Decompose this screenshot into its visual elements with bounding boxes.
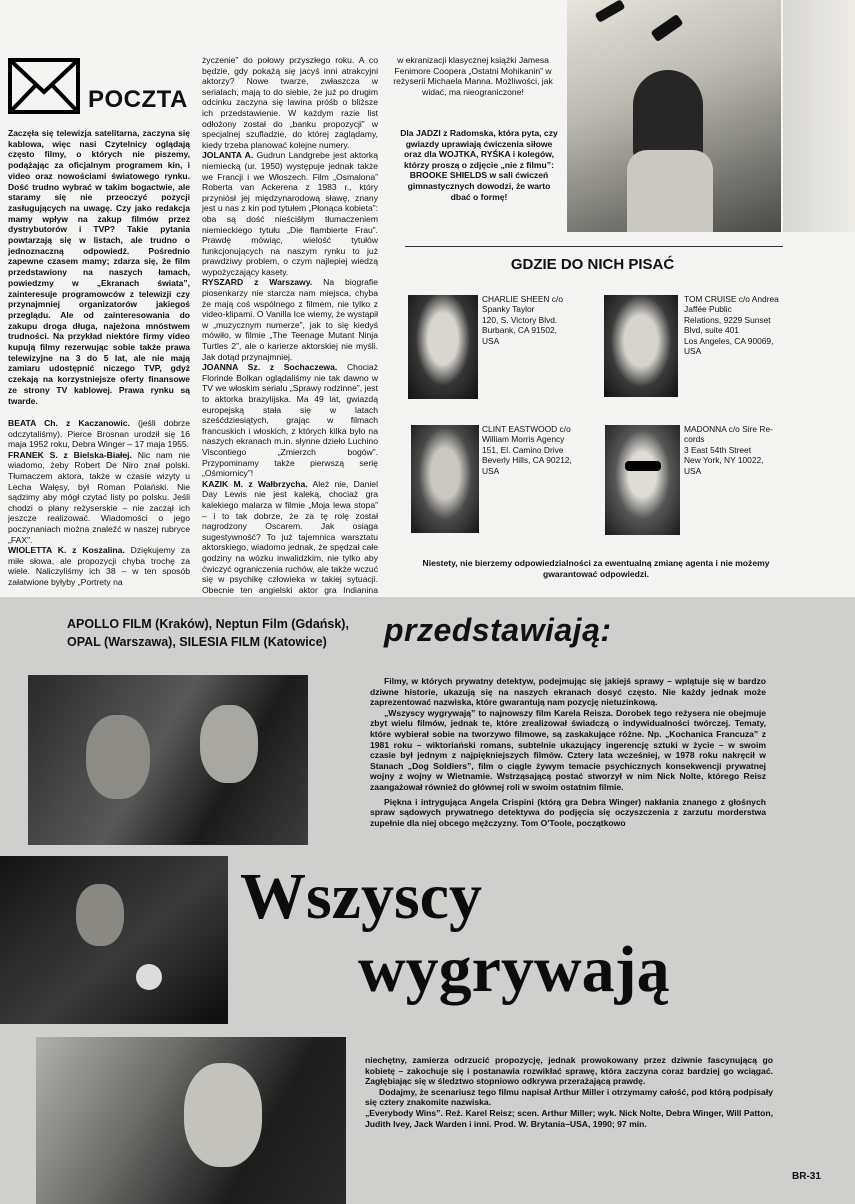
mail-logo: [8, 58, 190, 118]
letter-name: KAZIK M. z Wałbrzycha.: [202, 478, 308, 489]
contact-line: Blvd, suite 401: [684, 325, 739, 336]
letter: [8, 450, 190, 545]
face-shape: [76, 884, 124, 946]
contact-name: CHARLIE SHEEN c/o: [482, 294, 563, 304]
torso-silhouette: [627, 150, 713, 232]
contact-line: 151, El. Camino Drive: [482, 444, 564, 455]
contact-clint-eastwood: [482, 424, 596, 476]
contact-line: Los Angeles, CA 90069,: [684, 335, 774, 346]
col3-top-text: w ekranizacji klasycznej książki Jamesa Fenimore Coopera „Ostatni Mohikanin” w reżyserii Michaela Manna. Możliwości, jak widać, ma nieograniczone!: [393, 55, 553, 97]
dumbbell-left-icon: [595, 0, 626, 23]
studios-line-2: OPAL (Warszawa), SILESIA FILM (Katowice): [67, 635, 327, 649]
contact-line: 3 East 54th Street: [684, 444, 752, 455]
letter: [202, 362, 378, 479]
film-still-nolte: [0, 856, 228, 1024]
letter-name: FRANEK S. z Bielska-Białej.: [8, 449, 132, 460]
contact-line: William Morris Agency: [482, 434, 565, 445]
letter: [202, 277, 378, 362]
face-shape: [184, 1063, 262, 1167]
jadzi-caption: Dla JADZI z Radomska, która pyta, czy gwiazdy uprawiają ćwiczenia siłowe oraz dla WOJTKA, RYŚKA i kolegów, którzy proszą o zdjęcie „nie z filmu”: BROOKE SHIELDS w sali ćwiczeń gimnastycznych dowodzi, że warto dbać o formę!: [400, 128, 558, 202]
letter-text: Nic nam nie wiadomo, żeby Robert De Niro znał polski. Tłumaczem aktora, także w czasie wizyty u Lecha Wałęsy, był Roman Polański. Nie sądzimy aby mógł czytać listy po polsku. Jeśli chodzi o plany reżyserskie – nie zaczął ich jeszcze realizować. Wiadomości o jego poczynaniach można znaleźć w naszej rubryce „FAX”.: [8, 449, 190, 545]
letter-text: Chociaż Florinde Bolkan oglądaliśmy nie tak dawno w TV we włoskim serialu „Sprawy rodzinne”, jest to aktorka brazylijska. Ma 49 lat, gwiazdą europejską stała się w latach sześćdziesiątych, grając w filmach francuskich i włoskich, z których kilka było na naszych ekranach m.in. słynne dzieło Luchino Viscontiego „Zmierzch bogów”. Przypominamy także pierwszą serię „Ośmiornicy”!: [202, 362, 379, 479]
article-paragraph: Piękna i intrygująca Angela Crispini (którą gra Debra Winger) nakłania znanego z głośnych spraw sądowych prywatnego detektywa do podjęcia się oczyszczenia z zarzutu morderstwa zupełnie dla niej obcego mężczyzny. Tom O'Toole, początkowo: [370, 796, 766, 828]
contact-line: Spanky Taylor: [482, 304, 535, 315]
madonna-photo: [605, 425, 680, 535]
contact-name: CLINT EASTWOOD c/o: [482, 424, 571, 434]
person-silhouette: [633, 70, 703, 160]
article-paragraph: Dodajmy, że scenariusz tego filmu napisał Arthur Miller i otrzymamy całość, pod którą podpisały się cztery znakomite nazwiska.: [365, 1086, 773, 1108]
intro-text: Zaczęła się telewizja satelitarna, zaczyna się kablowa, więc nasi Czytelnicy oglądają często filmy, o których nie piszemy, podążając za oficjalnym programem kin, i video oraz nowościami światowego rynku. Dość trudno wybrać w takim bogactwie, ale staramy się nie przeoczyć pozycji zasługujących na uwagę. Czy jako redakcja mamy wpływ na zakup filmów przez dystrybutorów i TVP? Takie pytania powtarzają się w listach, ale trudno o jednoznaczną odpowiedź. Pośrednio zapewne czasem mamy; zdarza się, że film przedstawiony na naszych łamach, powiedzmy w „Ekranach świata”, zainteresuje programowców z telewizji czy przynajmniej organizatorów jakiegoś przeglądu. Ale od zainteresowania do zakupu droga długa, najeżona mnóstwem trudności. Na przykład niektóre firmy video kupują filmy rezerwując sobie także prawa telewizyjne na 3 do 5 lat, ale nie mają zamiaru udostępnić niczego TVP, gdyż czekają na korzystniejsze oferty finansowe ze strony TV kablowej. Prawa rynku są twarde.: [8, 128, 190, 406]
col2-start: życzenie” do połowy przyszłego roku. A co będzie, gdy pokażą się jacyś inni atrakcyjni aktorzy? Nowe twarze, zwłaszcza w serialach, mają to do siebie, że już po drugim odcinku zaczyna się lawina próśb o bliższe ich przedstawienie. W każdym razie list odłożony został do „banku propozycji” w specjalnej szufladzie, do której zaglądamy, kiedy trzeba planować kolejne numery.: [202, 55, 378, 150]
article-body-bottom: [365, 1055, 773, 1129]
page-number: BR-31: [792, 1171, 821, 1182]
studios-line-1: APOLLO FILM (Kraków), Neptun Film (Gdańsk),: [67, 617, 349, 631]
brooke-shields-photo: [567, 0, 781, 232]
contact-tom-cruise: [684, 294, 786, 356]
letters-col2: [202, 55, 378, 606]
contact-line: New York, NY 10022,: [684, 455, 764, 466]
letter-name: JOANNA Sz. z Sochaczewa.: [202, 362, 338, 373]
face-shape: [200, 705, 258, 783]
article-paragraph: „Wszyscy wygrywają” to najnowszy film Karela Reisza. Dorobek tego reżysera nie obejmuje zbyt wielu filmów, jednak te, które zrealizował świadczą o indywidualności twórczej. Tematy, które wybierał sobie na tworzywo filmowe, są zaskakujące różne. Np. „Kochanica Francuza” z 1981 roku – wiktoriański romans, subtelnie ukazujący ingerencję sztuki w życie – w swoim czasie był jednym z najpiękniejszych filmów. Cztery lata wcześniej, w 1978 roku nakręcił w Stanach „Dog Soldiers”, film o ciągle żywym temacie psychicznych konsekwencji prywatnej wojny z wojny w Wietnamie. Wstrząsającą postać stworzył w nim Nick Nolte, którego Reisz zaangażował również do głównej roli w swoim ostatnim filmie.: [370, 707, 766, 792]
letter-name: JOLANTA A.: [202, 150, 254, 161]
contact-line: USA: [684, 346, 702, 357]
face-shape: [86, 715, 150, 799]
letters-col1: [8, 418, 190, 588]
envelope-icon: [8, 58, 80, 114]
contact-line: Beverly Hills, CA 90212,: [482, 455, 572, 466]
contact-line: Burbank, CA 91502,: [482, 325, 557, 336]
contact-line: USA: [482, 335, 500, 346]
letter: [8, 545, 190, 587]
addresses-heading: GDZIE DO NICH PISAĆ: [510, 256, 675, 273]
presents-heading: przedstawiają:: [384, 612, 612, 648]
dumbbell-right-icon: [650, 14, 683, 42]
article-paragraph: niechętny, zamierza odrzucić propozycję, jednak prowokowany przez dziwnie fascynującą go kobietę – zakochuje się i postanawia rozwikłać sprawę, która zaczyna coraz bardziej go wciągać. Zagłębiając się w śledztwo stopniowo odkrywa przerażającą prawdę.: [365, 1055, 773, 1087]
letter-name: RYSZARD z Warszawy.: [202, 277, 313, 288]
charlie-sheen-photo: [408, 295, 478, 399]
contact-line: cords: [684, 434, 705, 445]
clint-eastwood-photo: [411, 425, 479, 533]
contact-line: Relations, 9229 Sunset: [684, 314, 771, 325]
contact-line: 120, S. Victory Blvd.: [482, 314, 558, 325]
letter-name: WIOLETTA K. z Koszalina.: [8, 545, 125, 556]
flashlight-icon: [136, 964, 162, 990]
contact-madonna: [684, 424, 786, 476]
contact-line: USA: [482, 465, 500, 476]
letter: [202, 150, 378, 277]
heading-rule: [405, 246, 783, 247]
letter-text: Dziękujemy za miłe słowa, ale propozycji chyba trochę za wiele. Naliczyliśmy ich 38 – w ten sposób załatwione byłyby „Portrety na: [8, 545, 190, 587]
letter-text: Na biografie piosenkarzy nie starcza nam miejsca, chyba że mają coś wspólnego z filmem, nie tylko z video-klipami. O Vanilla Ice wiemy, że wystąpił w „muzycznym numerze”, jak to się kiedyś mówiło, w filmie „The Teenage Mutant Ninja Turtles 2”, ale o karierze aktorskiej nie myśli. Jak dotąd przynajmniej.: [202, 277, 378, 362]
letter-name: BEATA Ch. z Kaczanowic.: [8, 418, 130, 428]
contact-name: MADONNA c/o Sire Re-: [684, 424, 773, 434]
letter: [202, 479, 378, 606]
tom-cruise-photo: [604, 295, 678, 397]
addresses-disclaimer: Niestety, nie bierzemy odpowiedzialności za ewentualną zmianę agenta i nie możemy gwarantować odpowiedzi.: [422, 558, 770, 579]
article-paragraph: Filmy, w których prywatny detektyw, podejmując się jakiejś sprawy – wplątuje się w bardzo dziwne historie, ukazują się na naszych ekranach dosyć często. Nie każdy jednak może zaprezentować nazwiska, które gwarantują nam pozycję nietuzinkową.: [370, 676, 766, 708]
letter-text: Ależ nie, Daniel Day Lewis nie jest kaleką, chociaż gra kalekiego malarza w filmie „Moja lewa stopa” – i to tak dobrze, że za tę rolę został nagrodzony Oscarem. Jak osiąga sugestywność? To już tajemnica warsztatu aktorskiego, wiadomo jednak, że spędzał całe godziny na wózku inwalidzkim, nie tylko aby ćwiczyć ograniczenia ruchów, ale także wczuć się w psychikę człowieka w takiej sytuacji. Obecnie ten angielski aktor gra Indianina: [202, 478, 378, 595]
contact-name: TOM CRUISE c/o Andrea Jaffée Public: [684, 294, 779, 315]
article-title-line-1: Wszyscy: [240, 860, 482, 933]
article-title-line-2: wygrywają: [358, 933, 670, 1006]
film-still-couple: [28, 675, 308, 845]
contact-line: USA: [684, 465, 702, 476]
article-credits: „Everybody Wins”. Reż. Karel Reisz; scen. Arthur Miller; wyk. Nick Nolte, Debra Winger, Will Patton, Judith Ivey, Jack Warden i inni. Prod. W. Brytania–USA, 1990; 97 min.: [365, 1107, 773, 1129]
article-body-top: [370, 676, 766, 828]
letter: [8, 418, 190, 450]
divider-vertical: [783, 0, 855, 232]
sunglasses-icon: [625, 461, 661, 471]
film-still-winger: [36, 1037, 346, 1204]
letter-text: Gudrun Landgrebe jest aktorką niemiecką (ur. 1950) występuje jednak także we Francji i we Włoszech. Film „Osmalona” Roberta van Ackerena z 1983 r., który przyniósł jej międzynarodową sławę, znany jest u nas z kin pod tytułem „Płonąca kobieta”: oba są dość nieściśłym tłumaczeniem niemieckiego tytułu „Die flambierte Frau”. Prawdę mówiąc, wielość tytułów funkcjonujących na naszym rynku to już prawdziwy problem, o czym najlepiej wiedzą wypożyczający kasety.: [202, 150, 378, 277]
section-title: POCZTA: [88, 86, 188, 113]
letter-text: (jeśli dobrze odczytaliśmy). Pierce Brosnan urodził się 16 maja 1952 roku, Debra Winger – 17 maja 1955.: [8, 418, 190, 450]
contact-charlie-sheen: [482, 294, 592, 346]
